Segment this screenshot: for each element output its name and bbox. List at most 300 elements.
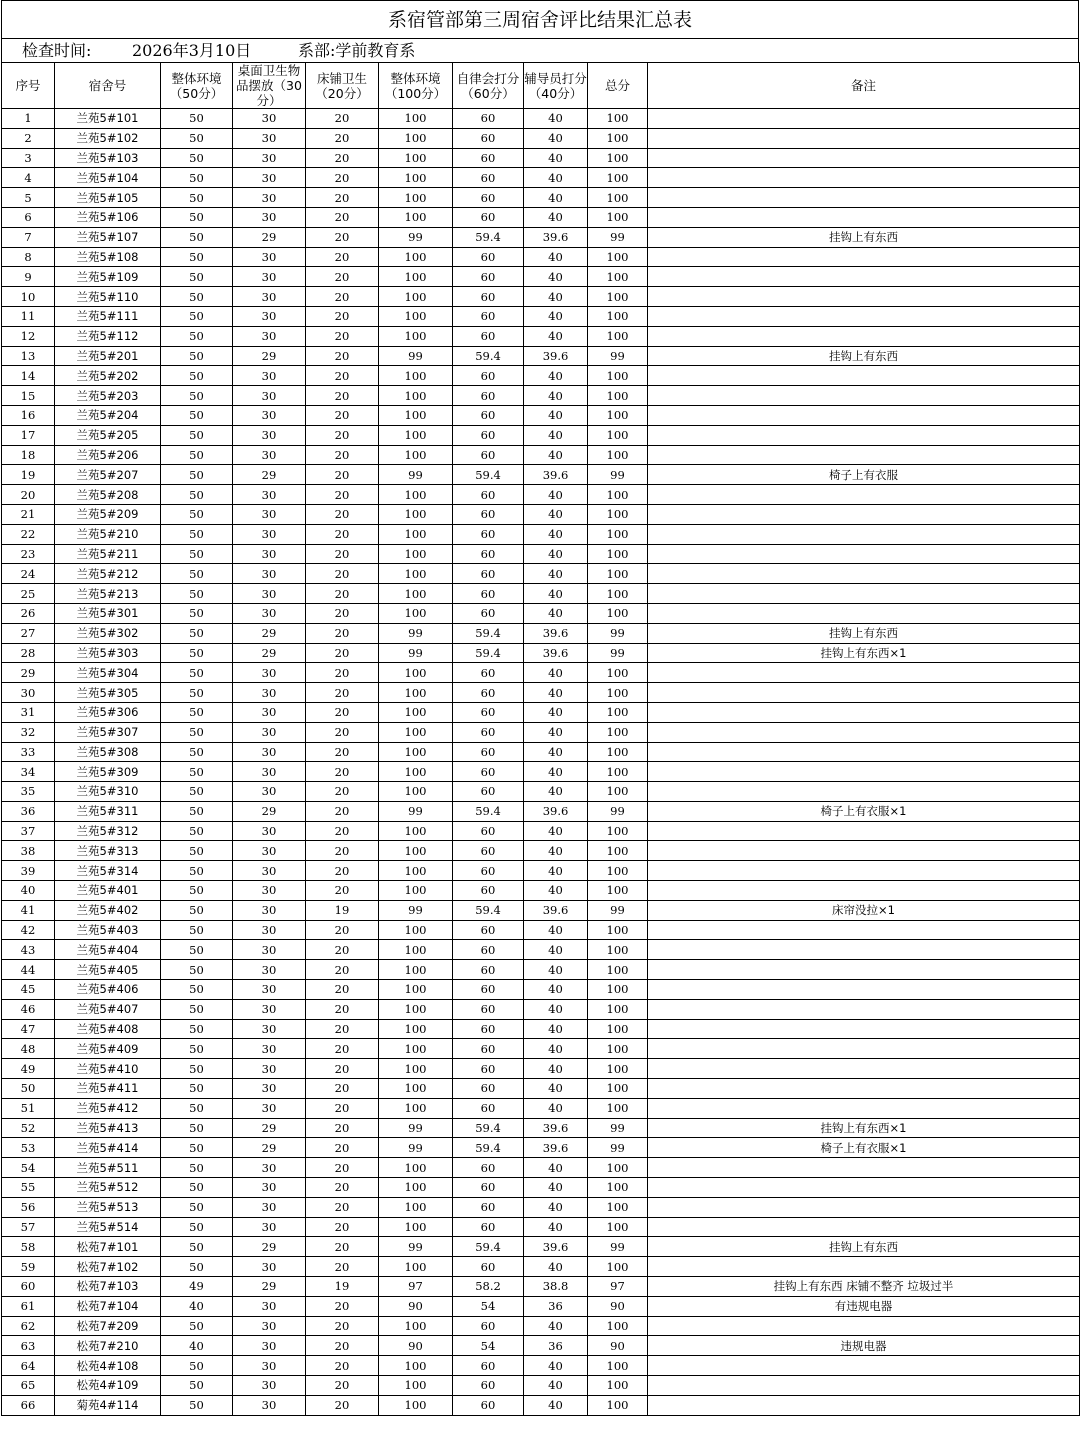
header-index: 序号 [2,63,55,109]
cell-counselor-40: 40 [524,247,588,267]
cell-environment-100: 100 [379,980,453,1000]
cell-remarks [648,564,1080,584]
cell-counselor-40: 39.6 [524,900,588,920]
cell-remarks: 椅子上有衣服 [648,465,1080,485]
cell-dorm: 兰苑5#109 [55,267,161,287]
cell-environment-100: 100 [379,742,453,762]
cell-counselor-40: 40 [524,1395,588,1415]
cell-environment-50: 50 [161,643,233,663]
cell-total: 100 [588,722,648,742]
cell-dorm: 兰苑5#413 [55,1118,161,1138]
cell-dorm: 兰苑5#108 [55,247,161,267]
cell-bed-20: 20 [306,425,379,445]
cell-desk-30: 30 [233,940,306,960]
cell-bed-20: 20 [306,980,379,1000]
cell-desk-30: 29 [233,623,306,643]
cell-dorm: 兰苑5#203 [55,386,161,406]
cell-remarks [648,980,1080,1000]
cell-total: 100 [588,999,648,1019]
cell-environment-50: 49 [161,1277,233,1297]
cell-bed-20: 20 [306,326,379,346]
table-row [2,584,1080,604]
cell-index: 23 [2,544,55,564]
cell-dorm: 兰苑5#412 [55,1098,161,1118]
cell-counselor-40: 40 [524,168,588,188]
cell-bed-20: 20 [306,801,379,821]
cell-dorm: 兰苑5#210 [55,524,161,544]
cell-total: 100 [588,603,648,623]
cell-bed-20: 20 [306,207,379,227]
cell-index: 29 [2,663,55,683]
cell-environment-100: 99 [379,1138,453,1158]
table-row [2,900,1080,920]
cell-desk-30: 29 [233,227,306,247]
cell-index: 28 [2,643,55,663]
cell-desk-30: 30 [233,1158,306,1178]
cell-desk-30: 30 [233,900,306,920]
cell-committee-60: 60 [453,1356,524,1376]
cell-environment-50: 50 [161,564,233,584]
cell-bed-20: 20 [306,386,379,406]
cell-remarks: 床帘没拉×1 [648,900,1080,920]
cell-total: 100 [588,1039,648,1059]
table-row [2,366,1080,386]
cell-committee-60: 60 [453,821,524,841]
cell-remarks [648,940,1080,960]
cell-bed-20: 20 [306,188,379,208]
cell-committee-60: 60 [453,128,524,148]
cell-environment-50: 50 [161,485,233,505]
cell-dorm: 兰苑5#208 [55,485,161,505]
cell-committee-60: 60 [453,188,524,208]
cell-desk-30: 29 [233,465,306,485]
cell-environment-50: 40 [161,1296,233,1316]
cell-dorm: 松苑7#102 [55,1257,161,1277]
cell-remarks [648,287,1080,307]
cell-desk-30: 30 [233,405,306,425]
cell-index: 7 [2,227,55,247]
cell-index: 16 [2,405,55,425]
cell-bed-20: 20 [306,1138,379,1158]
cell-desk-30: 30 [233,1178,306,1198]
cell-committee-60: 59.4 [453,643,524,663]
cell-environment-50: 50 [161,287,233,307]
header-desk-30: 桌面卫生物品摆放（30分） [233,63,306,109]
cell-desk-30: 30 [233,366,306,386]
table-row [2,524,1080,544]
cell-index: 58 [2,1237,55,1257]
cell-index: 36 [2,801,55,821]
cell-desk-30: 30 [233,267,306,287]
cell-dorm: 兰苑5#301 [55,603,161,623]
cell-total: 100 [588,306,648,326]
cell-committee-60: 60 [453,504,524,524]
cell-counselor-40: 38.8 [524,1277,588,1297]
cell-total: 100 [588,1217,648,1237]
table-row [2,445,1080,465]
cell-remarks [648,1316,1080,1336]
cell-index: 62 [2,1316,55,1336]
cell-counselor-40: 40 [524,1316,588,1336]
cell-total: 100 [588,168,648,188]
cell-dorm: 兰苑5#409 [55,1039,161,1059]
cell-index: 49 [2,1059,55,1079]
cell-dorm: 兰苑5#201 [55,346,161,366]
cell-desk-30: 30 [233,148,306,168]
cell-committee-60: 54 [453,1296,524,1316]
cell-bed-20: 20 [306,1336,379,1356]
cell-index: 22 [2,524,55,544]
cell-bed-20: 20 [306,623,379,643]
table-row [2,1257,1080,1277]
cell-remarks [648,326,1080,346]
cell-environment-50: 50 [161,465,233,485]
cell-dorm: 兰苑5#514 [55,1217,161,1237]
cell-index: 39 [2,861,55,881]
cell-remarks [648,1039,1080,1059]
cell-environment-100: 99 [379,643,453,663]
cell-desk-30: 29 [233,801,306,821]
cell-index: 10 [2,287,55,307]
table-row [2,128,1080,148]
cell-desk-30: 30 [233,881,306,901]
cell-bed-20: 20 [306,782,379,802]
cell-counselor-40: 39.6 [524,227,588,247]
cell-total: 100 [588,564,648,584]
table-row [2,485,1080,505]
cell-index: 9 [2,267,55,287]
cell-total: 99 [588,465,648,485]
table-row [2,1138,1080,1158]
cell-bed-20: 20 [306,247,379,267]
cell-total: 100 [588,584,648,604]
cell-environment-50: 50 [161,425,233,445]
header-row [2,63,1080,109]
cell-index: 25 [2,584,55,604]
cell-dorm: 菊苑4#114 [55,1395,161,1415]
table-row [2,1316,1080,1336]
cell-counselor-40: 40 [524,1098,588,1118]
cell-desk-30: 30 [233,1197,306,1217]
cell-total: 100 [588,405,648,425]
cell-index: 41 [2,900,55,920]
cell-environment-100: 100 [379,326,453,346]
cell-index: 21 [2,504,55,524]
cell-committee-60: 60 [453,762,524,782]
cell-remarks [648,128,1080,148]
cell-environment-100: 100 [379,386,453,406]
cell-total: 100 [588,702,648,722]
cell-desk-30: 30 [233,425,306,445]
header-counselor-40: 辅导员打分（40分） [524,63,588,109]
cell-desk-30: 29 [233,346,306,366]
cell-counselor-40: 39.6 [524,1138,588,1158]
cell-committee-60: 60 [453,861,524,881]
cell-total: 100 [588,683,648,703]
cell-desk-30: 30 [233,1296,306,1316]
table-row [2,683,1080,703]
cell-total: 99 [588,346,648,366]
cell-committee-60: 60 [453,841,524,861]
cell-committee-60: 59.4 [453,1118,524,1138]
cell-index: 63 [2,1336,55,1356]
cell-remarks [648,603,1080,623]
cell-environment-100: 100 [379,1019,453,1039]
cell-environment-50: 50 [161,900,233,920]
cell-bed-20: 20 [306,920,379,940]
cell-total: 100 [588,425,648,445]
cell-index: 34 [2,762,55,782]
cell-committee-60: 60 [453,267,524,287]
cell-index: 12 [2,326,55,346]
cell-index: 64 [2,1356,55,1376]
cell-environment-100: 100 [379,148,453,168]
cell-committee-60: 59.4 [453,1138,524,1158]
table-row [2,504,1080,524]
cell-remarks [648,841,1080,861]
cell-environment-100: 100 [379,999,453,1019]
cell-total: 100 [588,544,648,564]
cell-dorm: 兰苑5#204 [55,405,161,425]
cell-dorm: 松苑7#209 [55,1316,161,1336]
cell-committee-60: 60 [453,1158,524,1178]
table-row [2,643,1080,663]
cell-remarks [648,524,1080,544]
cell-total: 100 [588,1257,648,1277]
cell-desk-30: 30 [233,564,306,584]
cell-remarks [648,366,1080,386]
cell-environment-100: 100 [379,287,453,307]
cell-index: 37 [2,821,55,841]
cell-desk-30: 30 [233,1079,306,1099]
table-row [2,782,1080,802]
table-row [2,722,1080,742]
cell-environment-100: 90 [379,1296,453,1316]
cell-bed-20: 20 [306,841,379,861]
cell-total: 97 [588,1277,648,1297]
cell-counselor-40: 40 [524,1376,588,1396]
cell-committee-60: 60 [453,940,524,960]
cell-bed-20: 20 [306,1376,379,1396]
cell-committee-60: 59.4 [453,623,524,643]
cell-bed-20: 20 [306,999,379,1019]
table-row [2,742,1080,762]
cell-desk-30: 30 [233,188,306,208]
cell-index: 19 [2,465,55,485]
cell-desk-30: 30 [233,999,306,1019]
table-row [2,544,1080,564]
cell-committee-60: 58.2 [453,1277,524,1297]
table-row [2,940,1080,960]
cell-environment-100: 100 [379,1079,453,1099]
cell-total: 100 [588,960,648,980]
cell-bed-20: 20 [306,1197,379,1217]
cell-dorm: 兰苑5#407 [55,999,161,1019]
cell-committee-60: 60 [453,702,524,722]
cell-total: 100 [588,1098,648,1118]
cell-total: 100 [588,1197,648,1217]
cell-remarks [648,485,1080,505]
cell-counselor-40: 40 [524,960,588,980]
table-row [2,425,1080,445]
cell-committee-60: 59.4 [453,900,524,920]
cell-environment-50: 50 [161,524,233,544]
cell-total: 99 [588,1138,648,1158]
report-title: 系宿管部第三周宿舍评比结果汇总表 [1,0,1079,38]
cell-environment-100: 100 [379,1178,453,1198]
cell-counselor-40: 40 [524,485,588,505]
cell-committee-60: 60 [453,425,524,445]
cell-index: 38 [2,841,55,861]
cell-desk-30: 30 [233,584,306,604]
table-row [2,960,1080,980]
cell-environment-100: 100 [379,762,453,782]
cell-environment-100: 100 [379,603,453,623]
cell-index: 4 [2,168,55,188]
cell-total: 100 [588,267,648,287]
cell-environment-50: 50 [161,188,233,208]
table-row [2,306,1080,326]
cell-environment-50: 50 [161,1039,233,1059]
table-row [2,188,1080,208]
cell-committee-60: 60 [453,564,524,584]
cell-dorm: 兰苑5#103 [55,148,161,168]
table-row [2,405,1080,425]
cell-environment-50: 50 [161,247,233,267]
cell-desk-30: 30 [233,544,306,564]
cell-desk-30: 30 [233,524,306,544]
cell-environment-100: 100 [379,1257,453,1277]
cell-bed-20: 20 [306,742,379,762]
cell-bed-20: 20 [306,504,379,524]
cell-index: 53 [2,1138,55,1158]
cell-committee-60: 59.4 [453,346,524,366]
cell-dorm: 兰苑5#205 [55,425,161,445]
cell-counselor-40: 40 [524,1178,588,1198]
cell-dorm: 兰苑5#110 [55,287,161,307]
cell-remarks [648,1098,1080,1118]
cell-environment-50: 50 [161,722,233,742]
cell-total: 100 [588,504,648,524]
cell-committee-60: 54 [453,1336,524,1356]
cell-environment-50: 50 [161,504,233,524]
cell-dorm: 兰苑5#511 [55,1158,161,1178]
cell-environment-50: 50 [161,623,233,643]
cell-environment-50: 50 [161,1079,233,1099]
cell-remarks: 挂钩上有东西 [648,623,1080,643]
cell-bed-20: 20 [306,1257,379,1277]
cell-environment-100: 100 [379,1059,453,1079]
cell-committee-60: 60 [453,920,524,940]
cell-index: 35 [2,782,55,802]
cell-environment-100: 100 [379,940,453,960]
cell-environment-50: 50 [161,227,233,247]
cell-environment-50: 50 [161,603,233,623]
cell-environment-100: 100 [379,504,453,524]
cell-total: 99 [588,643,648,663]
cell-environment-100: 90 [379,1336,453,1356]
cell-counselor-40: 40 [524,584,588,604]
cell-committee-60: 60 [453,306,524,326]
cell-environment-100: 99 [379,465,453,485]
cell-total: 100 [588,821,648,841]
cell-environment-100: 100 [379,109,453,129]
cell-committee-60: 60 [453,1019,524,1039]
cell-environment-50: 50 [161,445,233,465]
cell-bed-20: 20 [306,1316,379,1336]
cell-committee-60: 60 [453,683,524,703]
cell-committee-60: 60 [453,1039,524,1059]
cell-counselor-40: 40 [524,1356,588,1376]
cell-counselor-40: 40 [524,207,588,227]
table-body [2,109,1080,1416]
cell-index: 50 [2,1079,55,1099]
cell-bed-20: 20 [306,1158,379,1178]
cell-desk-30: 30 [233,1316,306,1336]
cell-bed-20: 20 [306,544,379,564]
cell-remarks [648,702,1080,722]
cell-total: 100 [588,861,648,881]
cell-bed-20: 20 [306,168,379,188]
cell-counselor-40: 40 [524,1059,588,1079]
cell-environment-100: 100 [379,366,453,386]
table-row [2,1197,1080,1217]
cell-index: 20 [2,485,55,505]
cell-counselor-40: 40 [524,841,588,861]
cell-environment-50: 50 [161,207,233,227]
cell-total: 100 [588,1395,648,1415]
cell-dorm: 兰苑5#408 [55,1019,161,1039]
department-label: 系部:学前教育系 [298,41,416,60]
cell-dorm: 兰苑5#402 [55,900,161,920]
cell-counselor-40: 40 [524,425,588,445]
cell-total: 100 [588,188,648,208]
cell-dorm: 兰苑5#107 [55,227,161,247]
cell-committee-60: 60 [453,663,524,683]
table-row [2,663,1080,683]
cell-environment-50: 50 [161,940,233,960]
cell-remarks [648,386,1080,406]
cell-committee-60: 60 [453,1395,524,1415]
cell-remarks [648,1217,1080,1237]
cell-environment-100: 100 [379,1197,453,1217]
header-committee-60: 自律会打分（60分） [453,63,524,109]
cell-total: 100 [588,1059,648,1079]
cell-committee-60: 60 [453,960,524,980]
cell-total: 100 [588,881,648,901]
cell-environment-50: 50 [161,544,233,564]
cell-environment-50: 50 [161,762,233,782]
cell-environment-100: 100 [379,168,453,188]
cell-remarks [648,722,1080,742]
cell-remarks [648,247,1080,267]
cell-environment-50: 50 [161,980,233,1000]
cell-counselor-40: 39.6 [524,465,588,485]
cell-environment-100: 100 [379,306,453,326]
cell-desk-30: 30 [233,742,306,762]
cell-dorm: 兰苑5#404 [55,940,161,960]
cell-total: 100 [588,386,648,406]
cell-remarks [648,306,1080,326]
cell-environment-50: 50 [161,1098,233,1118]
table-row [2,1296,1080,1316]
cell-committee-60: 60 [453,1059,524,1079]
table-row [2,1039,1080,1059]
cell-total: 100 [588,366,648,386]
cell-remarks [648,445,1080,465]
cell-dorm: 兰苑5#101 [55,109,161,129]
cell-environment-100: 99 [379,1118,453,1138]
